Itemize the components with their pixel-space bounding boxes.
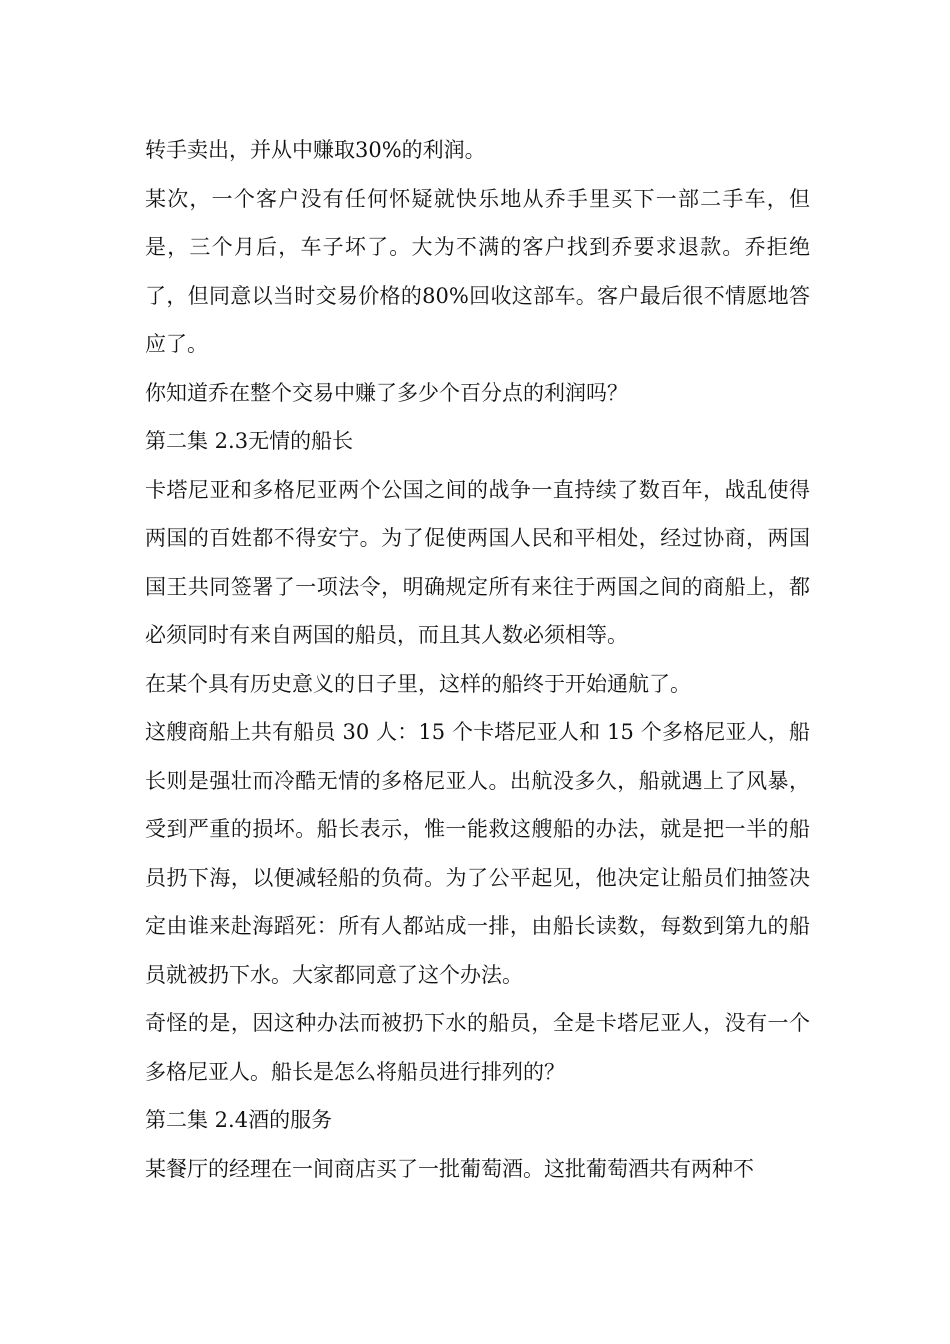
paragraph-war-decree: 卡塔尼亚和多格尼亚两个公国之间的战争一直持续了数百年，战乱使得两国的百姓都不得安宁。为了促使两国人民和平相处，经过协商，两国国王共同签署了一项法令，明确规定所有来往于两国之间的商船上，都必须同时有来自两国的船员，而且其人数必须相等。 xyxy=(145,477,810,647)
paragraph-wine-purchase: 某餐厅的经理在一间商店买了一批葡萄酒。这批葡萄酒共有两种不 xyxy=(145,1156,754,1181)
paragraph-profit-intro: 转手卖出，并从中赚取30%的利润。 xyxy=(145,138,486,162)
paragraph-crew-storm: 这艘商船上共有船员 30 人：15 个卡塔尼亚人和 15 个多格尼亚人，船长则是强壮而冷酷无情的多格尼亚人。出航没多久，船就遇上了风暴，受到严重的损坏。船长表示，惟一能救这艘船的办法，就是把一半的船员扔下海，以便减轻船的负荷。为了公平起见，他决定让船员们抽签决定由谁来赴海蹈死：所有人都站成一排，由船长读数，每数到第九的船员就被扔下水。大家都同意了这个办法。 xyxy=(145,720,810,987)
document-body xyxy=(145,126,810,1193)
section-heading-wine-service: 第二集 2.4酒的服务 xyxy=(145,1108,333,1132)
section-heading-ruthless-captain: 第二集 2.3无情的船长 xyxy=(145,429,354,453)
paragraph-profit-question: 你知道乔在整个交易中赚了多少个百分点的利润吗？ xyxy=(145,380,628,405)
paragraph-customer-return: 某次，一个客户没有任何怀疑就快乐地从乔手里买下一部二手车，但是，三个月后，车子坏了。大为不满的客户找到乔要求退款。乔拒绝了，但同意以当时交易价格的80%回收这部车。客户最后很不情愿地答应了。 xyxy=(145,186,810,356)
paragraph-captain-question: 奇怪的是，因这种办法而被扔下水的船员，全是卡塔尼亚人，没有一个多格尼亚人。船长是怎么将船员进行排列的？ xyxy=(145,1011,810,1084)
paragraph-ship-sails: 在某个具有历史意义的日子里，这样的船终于开始通航了。 xyxy=(145,671,691,696)
